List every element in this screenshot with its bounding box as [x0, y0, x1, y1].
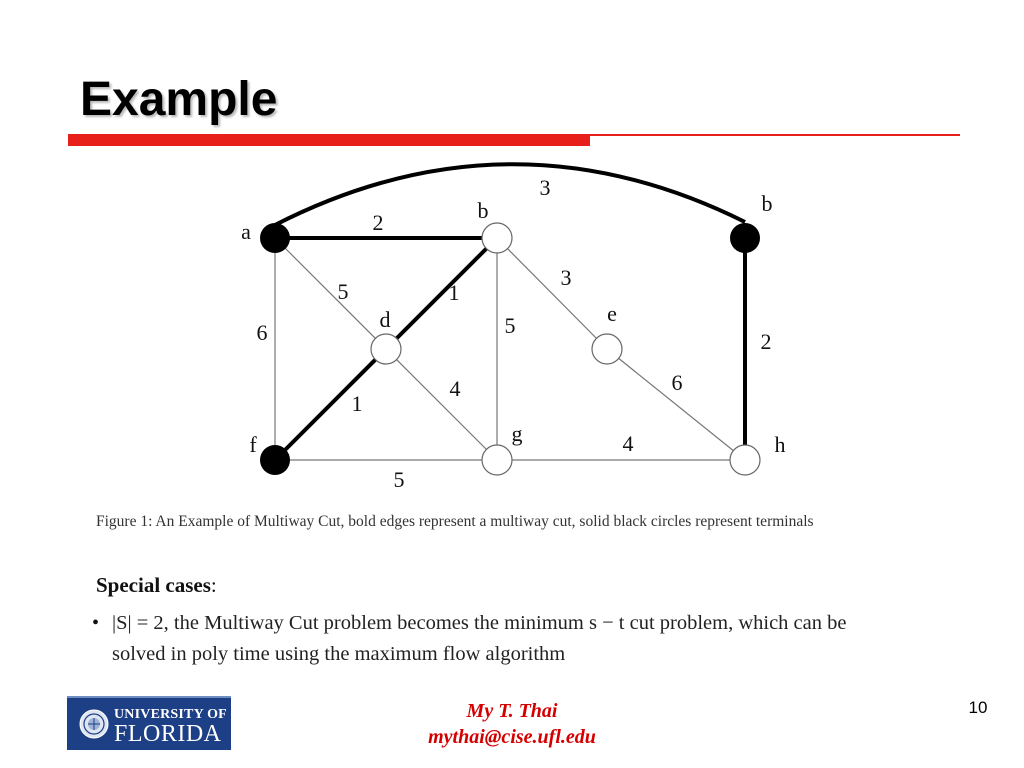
- node-label-d: d: [379, 307, 391, 332]
- weight-e-h: 6: [671, 370, 683, 395]
- node-label-e: e: [607, 301, 617, 326]
- logo-line-university-of: UNIVERSITY OF: [114, 707, 227, 722]
- node-label-h: h: [774, 432, 786, 457]
- logo-line-florida: FLORIDA: [114, 721, 222, 747]
- node-h: [730, 445, 760, 475]
- edge-a-b2-arc: [275, 164, 745, 225]
- special-cases-heading-colon: :: [210, 573, 217, 597]
- weight-b-e: 3: [560, 265, 572, 290]
- node-e: [592, 334, 622, 364]
- node-g: [482, 445, 512, 475]
- weight-b-g: 5: [504, 313, 516, 338]
- node-label-g: g: [511, 421, 523, 446]
- node-d: [371, 334, 401, 364]
- node-label-b: b: [477, 198, 489, 223]
- weight-b-d: 1: [448, 280, 460, 305]
- weight-a-b: 2: [372, 210, 384, 235]
- node-b2-terminal: [730, 223, 760, 253]
- slide-title: Example: [80, 73, 278, 126]
- weight-b2-h: 2: [760, 329, 772, 354]
- special-case-bullet-text: |S| = 2, the Multiway Cut problem becomes the minimum s − t cut problem, which can be solved in poly time using the maximum flow algorithm: [112, 612, 847, 665]
- weight-a-f: 6: [256, 320, 268, 345]
- weight-d-g: 4: [449, 376, 461, 401]
- bullet-icon: •: [92, 612, 100, 634]
- weight-f-g: 5: [393, 467, 405, 492]
- university-of-florida-logo: [67, 696, 231, 750]
- figure-caption: Figure 1: An Example of Multiway Cut, bold edges represent a multiway cut, solid black circles represent terminals: [96, 513, 814, 530]
- node-f-terminal: [260, 445, 290, 475]
- node-b: [482, 223, 512, 253]
- weight-g-h: 4: [622, 431, 634, 456]
- special-cases-heading-text: Special cases: [96, 573, 211, 597]
- node-label-b2: b: [761, 191, 773, 216]
- weight-a-b2: 3: [539, 175, 551, 200]
- weight-d-f: 1: [351, 391, 363, 416]
- edge-b-d: [386, 238, 497, 349]
- university-seal-icon: [79, 709, 109, 739]
- node-a-terminal: [260, 223, 290, 253]
- edge-d-f: [275, 349, 386, 460]
- footer-email: mythai@cise.ufl.edu: [428, 726, 596, 748]
- special-cases-heading: [96, 572, 217, 598]
- footer-author: My T. Thai: [466, 700, 558, 722]
- node-label-f: f: [249, 432, 257, 457]
- node-label-a: a: [241, 219, 251, 244]
- slide-number: 10: [968, 698, 988, 717]
- weight-a-g: 5: [337, 279, 349, 304]
